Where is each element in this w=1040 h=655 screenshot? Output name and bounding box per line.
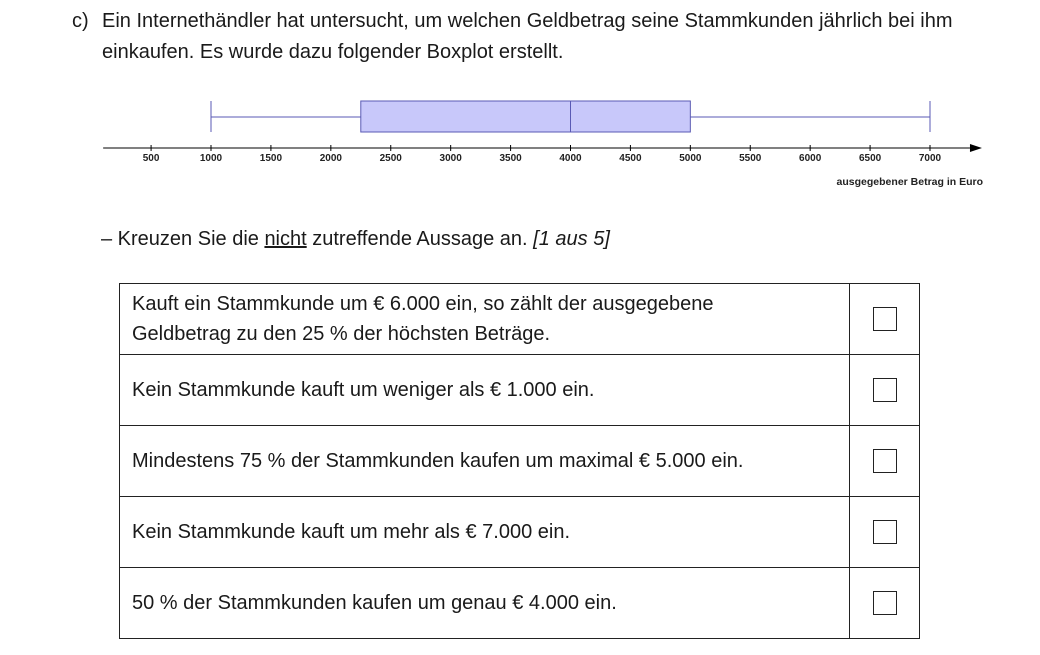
statement-checkbox-4[interactable] (873, 520, 897, 544)
statement-checkbox-3[interactable] (873, 449, 897, 473)
statement-1-line2: Geldbetrag zu den 25 % der höchsten Beträge. (132, 323, 551, 345)
x-tick-label: 6500 (858, 153, 882, 164)
task-instruction (101, 225, 610, 253)
statement-checkbox-cell-4 (850, 497, 920, 568)
statement-row-3 (120, 426, 920, 497)
x-tick-label: 500 (142, 153, 160, 164)
x-tick-label: 2500 (379, 153, 402, 164)
statement-4-line1: Kein Stammkunde kauft um mehr als € 7.000 ein. (132, 521, 571, 543)
x-tick-label: 5000 (679, 153, 702, 164)
statement-row-1 (120, 284, 920, 355)
statement-text-1 (120, 284, 850, 355)
x-tick-label: 4000 (559, 153, 582, 164)
x-tick-label: 4500 (619, 153, 642, 164)
statement-row-2 (120, 355, 920, 426)
statement-checkbox-cell-3 (850, 426, 920, 497)
x-axis-label: ausgegebener Betrag in Euro (836, 176, 983, 188)
statement-text-4 (120, 497, 850, 568)
statement-checkbox-cell-2 (850, 355, 920, 426)
x-tick-label: 1500 (259, 153, 283, 164)
statement-text-3 (120, 426, 850, 497)
statement-checkbox-1[interactable] (873, 307, 897, 331)
interquartile-box (361, 101, 691, 132)
task-prefix: – Kreuzen Sie die (101, 228, 265, 250)
x-tick-label: 3000 (439, 153, 462, 164)
x-tick-label: 5500 (739, 153, 762, 164)
task-middle: zutreffende Aussage an. (306, 228, 534, 250)
task-hint: [1 aus 5] (533, 228, 610, 250)
statement-text-2 (120, 355, 850, 426)
statement-3-line1: Mindestens 75 % der Stammkunden kaufen um maximal € 5.000 ein. (132, 450, 744, 472)
statements-table (119, 283, 920, 639)
statement-1-line1: Kauft ein Stammkunde um € 6.000 ein, so zählt der ausgegebene (132, 293, 714, 315)
boxplot-chart (0, 0, 1040, 200)
intro-text: Ein Internethändler hat untersucht, um welchen Geldbetrag seine Stammkunden jährlich bei ihm einkaufen. Es wurde dazu folgender Boxplot erstellt. (102, 10, 953, 63)
x-tick-label: 3500 (499, 153, 522, 164)
part-label: c) (72, 10, 89, 32)
x-tick-label: 7000 (918, 153, 942, 164)
x-axis-arrow (970, 144, 982, 152)
statement-checkbox-cell-5 (850, 568, 920, 639)
task-underlined-word: nicht (264, 228, 307, 250)
statement-checkbox-5[interactable] (873, 591, 897, 615)
statement-row-5 (120, 568, 920, 639)
x-tick-label: 6000 (799, 153, 822, 164)
statement-checkbox-2[interactable] (873, 378, 897, 402)
statement-5-line1: 50 % der Stammkunden kaufen um genau € 4.000 ein. (132, 592, 617, 614)
x-tick-label: 2000 (319, 153, 342, 164)
statement-text-5 (120, 568, 850, 639)
statement-row-4 (120, 497, 920, 568)
statement-checkbox-cell-1 (850, 284, 920, 355)
statement-2-line1: Kein Stammkunde kauft um weniger als € 1.000 ein. (132, 379, 595, 401)
x-tick-label: 1000 (199, 153, 223, 164)
